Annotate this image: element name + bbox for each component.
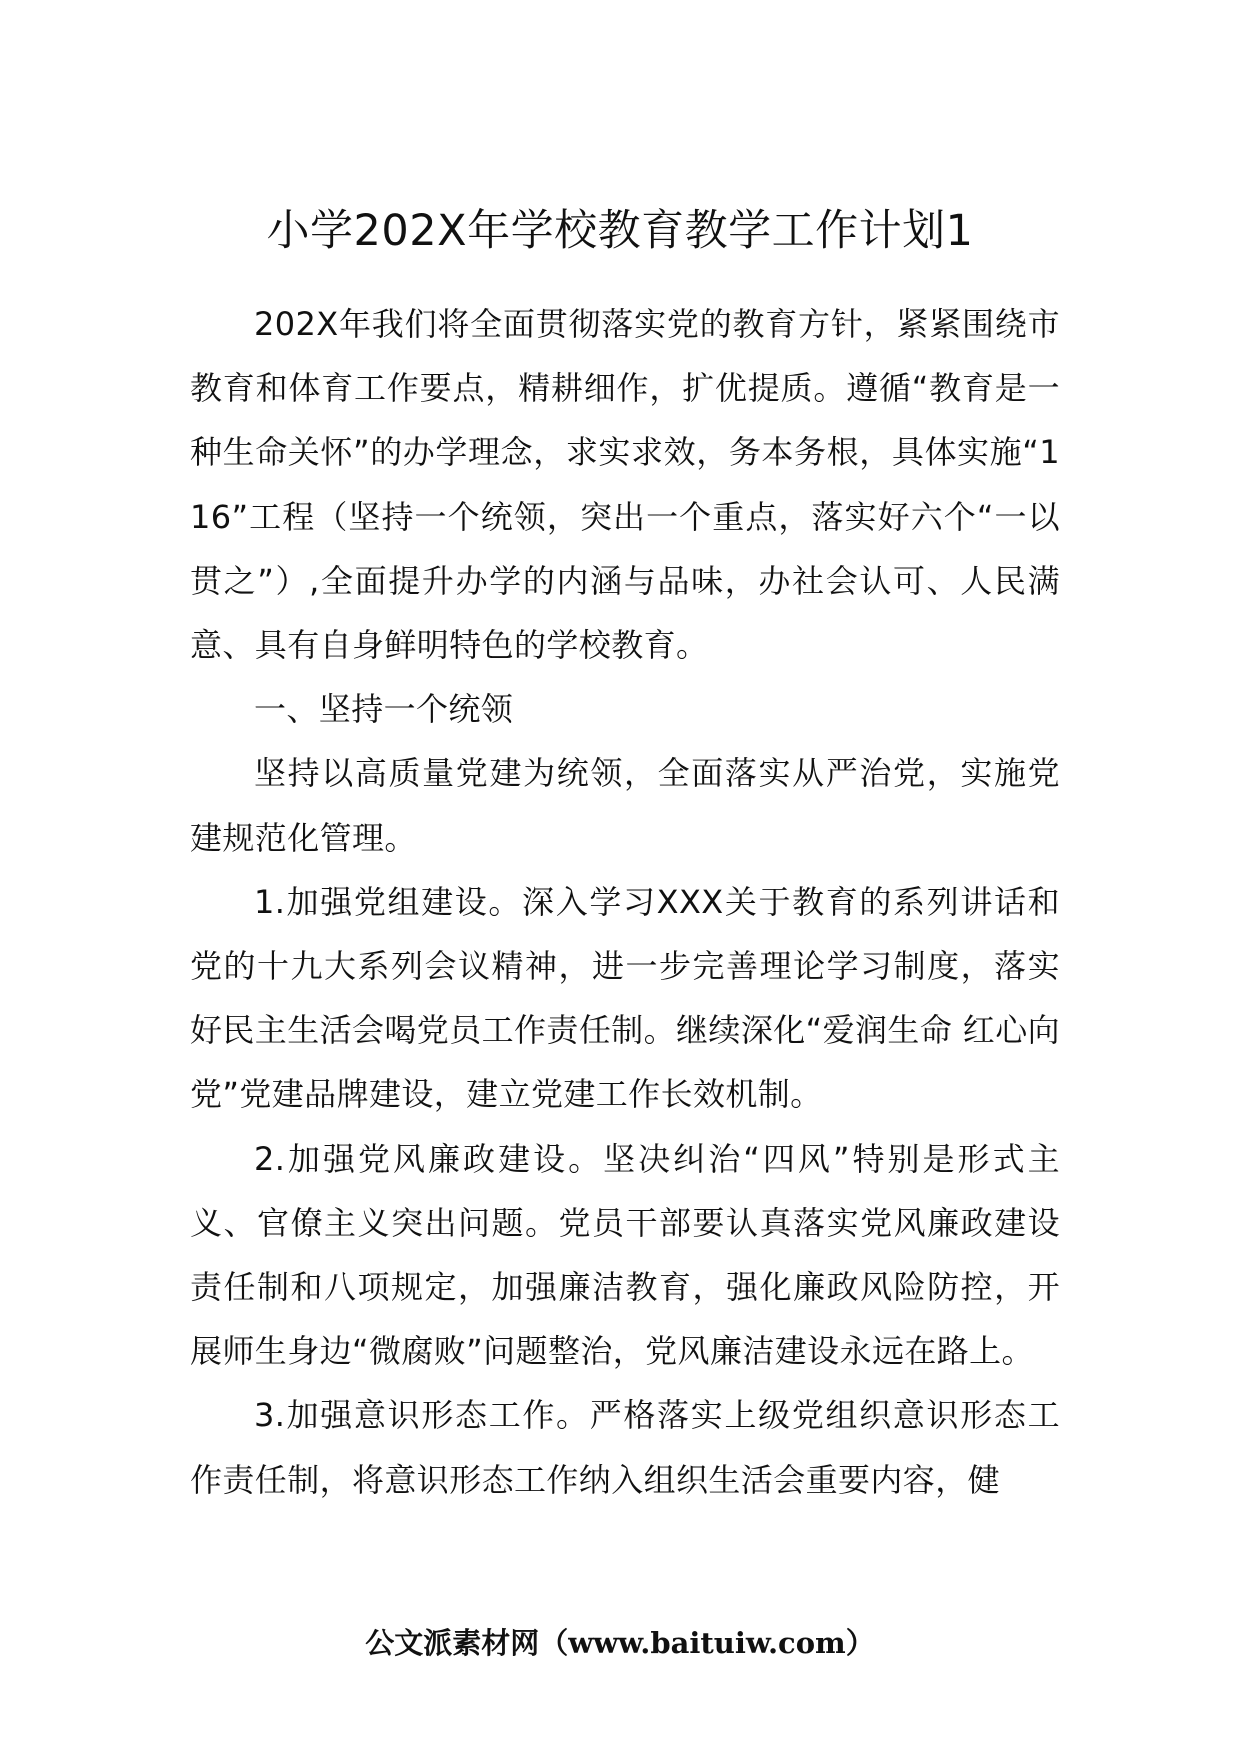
paragraph-item-1: 1.加强党组建设。深入学习XXX关于教育的系列讲话和党的十九大系列会议精神，进一步完善理论学习制度，落实好民主生活会喝党员工作责任制。继续深化“爱润生命 红心向党”党建品牌建设，建立党建工作长效机制。 [190,882,1060,1114]
paragraph-section-1: 坚持以高质量党建为统领，全面落实从严治党，实施党建规范化管理。 [190,754,1060,857]
document-title: 小学202X年学校教育教学工作计划1 [266,206,974,256]
paragraph-intro: 202X年我们将全面贯彻落实党的教育方针，紧紧围绕市教育和体育工作要点，精耕细作，扩优提质。遵循“教育是一种生命关怀”的办学理念，求实求效，务本务根，具体实施“116”工程（坚持一个统领，突出一个重点，落实好六个“一以贯之”）,全面提升办学的内涵与品味，办社会认可、人民满意、具有自身鲜明特色的学校教育。 [190,305,1060,665]
paragraph-item-3: 3.加强意识形态工作。严格落实上级党组织意识形态工作责任制，将意识形态工作纳入组织生活会重要内容，健 [190,1396,1060,1499]
document-body [190,292,1060,1512]
section-heading-1: 一、坚持一个统领 [254,690,514,729]
paragraph-item-2: 2.加强党风廉政建设。坚决纠治“四风”特别是形式主义、官僚主义突出问题。党员干部要认真落实党风廉政建设责任制和八项规定，加强廉洁教育，强化廉政风险防控，开展师生身边“微腐败”问题整治，党风廉洁建设永远在路上。 [190,1139,1060,1371]
footer-watermark: 公文派素材网（www.baituiw.com） [365,1626,875,1660]
